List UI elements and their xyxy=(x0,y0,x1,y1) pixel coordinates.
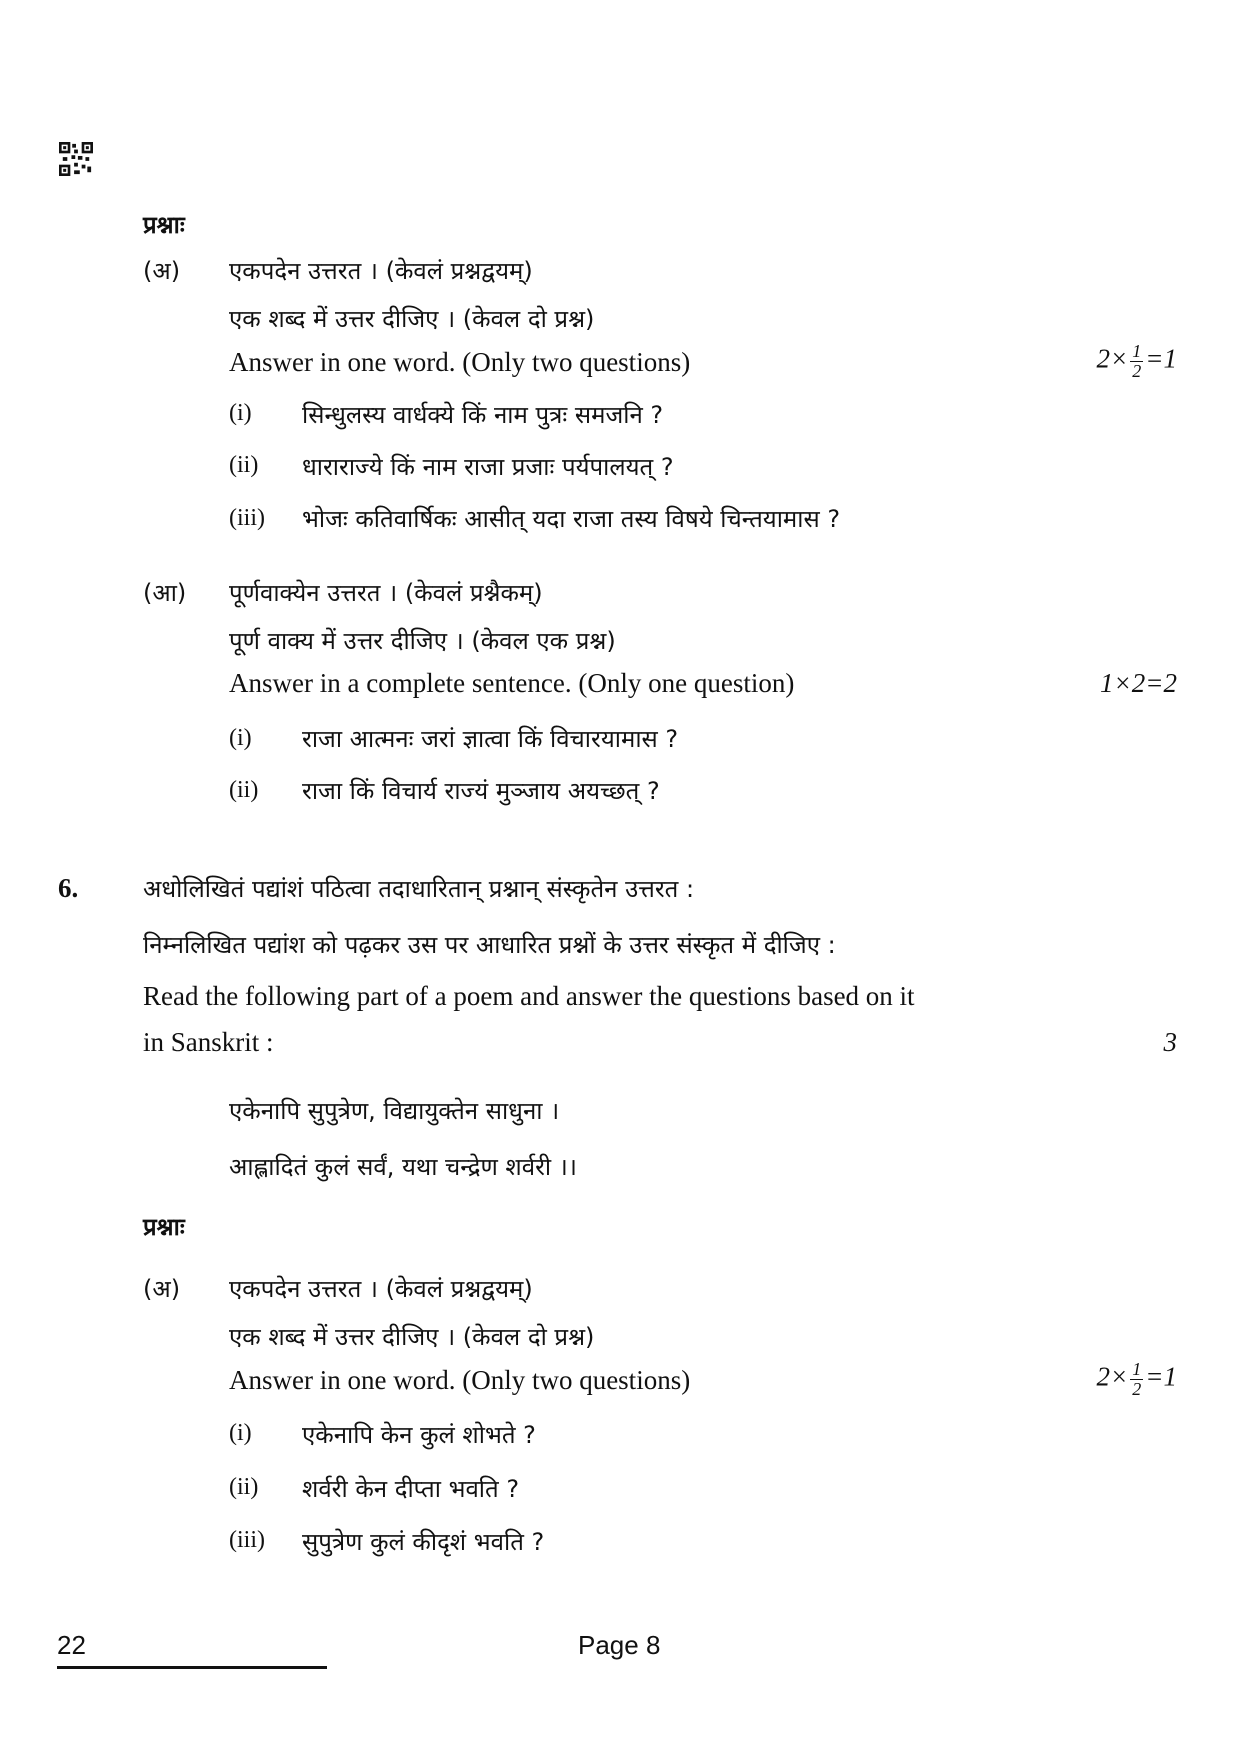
part-a-english: Answer in one word. (Only two questions) xyxy=(229,347,691,377)
question-text: राजा आत्मनः जरां ज्ञात्वा किं विचारयामास ? xyxy=(302,725,679,753)
question-number: (ii) xyxy=(229,777,259,803)
q6-part-a-english: Answer in one word. (Only two questions) xyxy=(229,1365,691,1395)
q6-part-a-hindi: एक शब्द में उत्तर दीजिए । (केवल दो प्रश्न) xyxy=(229,1323,595,1351)
page-number: Page 8 xyxy=(578,1630,661,1660)
question-number: (ii) xyxy=(229,1474,259,1500)
verse-line-1: एकेनापि सुपुत्रेण, विद्यायुक्तेन साधुना । xyxy=(229,1097,560,1125)
question-number: (ii) xyxy=(229,452,259,478)
question-text: सिन्धुलस्य वार्धक्ये किं नाम पुत्रः समजनि ? xyxy=(302,401,664,429)
question-6-hindi: निम्नलिखित पद्यांश को पढ़कर उस पर आधारित प्रश्नों के उत्तर संस्कृत में दीजिए : xyxy=(143,931,836,959)
question-text: शर्वरी केन दीप्ता भवति ? xyxy=(302,1475,520,1503)
part-aa-marks: 1×2=2 xyxy=(1100,668,1177,698)
q6-part-a-sanskrit: एकपदेन उत्तरत । (केवलं प्रश्नद्वयम्) xyxy=(229,1275,533,1303)
question-text: एकेनापि केन कुलं शोभते ? xyxy=(302,1421,536,1449)
question-6-number: 6. xyxy=(58,873,79,903)
q6-part-a-marks: 2× $\frac{1}{2}$ =1 xyxy=(1096,1359,1177,1399)
verse-line-2: आह्लादितं कुलं सर्वं, यथा चन्द्रेण शर्वरी ।। xyxy=(229,1153,577,1181)
question-6-english-line1: Read the following part of a poem and answer the questions based on it xyxy=(143,981,915,1011)
question-text: भोजः कतिवार्षिकः आसीत् यदा राजा तस्य विषये चिन्तयामास ? xyxy=(302,505,841,533)
part-a-hindi: एक शब्द में उत्तर दीजिए । (केवल दो प्रश्न) xyxy=(229,305,595,333)
part-aa-hindi: पूर्ण वाक्य में उत्तर दीजिए । (केवल एक प्रश्न) xyxy=(229,627,616,655)
prashna-heading-2: प्रश्नाः xyxy=(143,1213,185,1241)
question-text: सुपुत्रेण कुलं कीदृशं भवति ? xyxy=(302,1528,545,1556)
part-a-marks: 2× $\frac{1}{2}$ =1 xyxy=(1096,341,1177,381)
question-text: धाराराज्ये किं नाम राजा प्रजाः पर्यपालयत् ? xyxy=(302,453,674,481)
part-a-sanskrit: एकपदेन उत्तरत । (केवलं प्रश्नद्वयम्) xyxy=(229,257,533,285)
footer-rule xyxy=(57,1666,327,1669)
question-number: (i) xyxy=(229,400,252,426)
part-aa-label: (आ) xyxy=(143,579,187,607)
paper-code: 22 xyxy=(57,1630,86,1660)
question-6-sanskrit: अधोलिखितं पद्यांशं पठित्वा तदाधारितान् प्रश्नान् संस्कृतेन उत्तरत : xyxy=(143,875,695,903)
question-6-marks: 3 xyxy=(1163,1027,1177,1057)
qr-code-icon xyxy=(58,142,94,176)
question-text: राजा किं विचार्य राज्यं मुञ्जाय अयच्छत् ? xyxy=(302,777,660,805)
question-number: (i) xyxy=(229,725,252,751)
question-number: (iii) xyxy=(229,1527,265,1553)
prashna-heading-1: प्रश्नाः xyxy=(143,211,185,239)
question-number: (i) xyxy=(229,1420,252,1446)
part-aa-sanskrit: पूर्णवाक्येन उत्तरत । (केवलं प्रश्नैकम्) xyxy=(229,579,543,607)
part-a-label: (अ) xyxy=(143,257,181,285)
question-6-english-line2: in Sanskrit : xyxy=(143,1027,274,1057)
question-number: (iii) xyxy=(229,505,265,531)
part-aa-english: Answer in a complete sentence. (Only one question) xyxy=(229,668,795,698)
q6-part-a-label: (अ) xyxy=(143,1275,181,1303)
